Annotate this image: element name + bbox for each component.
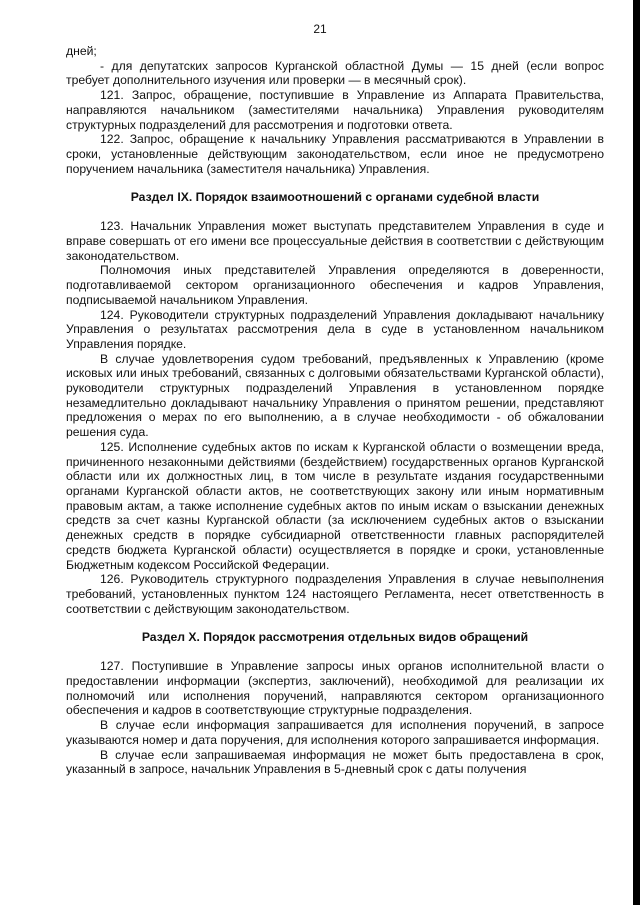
paragraph: 125. Исполнение судебных актов по искам к Курганской области о возмещении вреда, причиненного незаконными действиями (бездействием) государственных органов Курганской области или их должностных лиц, в том числе в результате издания государственными органами Курганской области актов, не соответствующих закону или иным нормативным правовым актам, а также исполнение судебных актов по иным искам о взыскании денежных средств за счет казны Курганской области (за исключением судебных актов о взыскании денежных средств в порядке субсидиарной ответственности главных распорядителей средств бюджета Курганской области) осуществляется в порядке и сроки, установленные Бюджетным кодексом Российской Федерации. xyxy=(66,439,604,572)
paragraph: 123. Начальник Управления может выступать представителем Управления в суде и вправе совершать от его имени все процессуальные действия в соответствии с действующим законодательством. xyxy=(66,219,604,263)
section-heading: Раздел IX. Порядок взаимоотношений с органами судебной власти xyxy=(130,190,540,205)
page-number: 21 xyxy=(313,22,327,36)
section-heading: Раздел X. Порядок рассмотрения отдельных видов обращений xyxy=(141,630,529,645)
paragraph: 124. Руководители структурных подразделений Управления докладывают начальнику Управления о результатах рассмотрения дела в суде в установленном начальником Управления порядке. xyxy=(66,307,604,351)
scan-edge-border xyxy=(633,0,640,905)
paragraph: 122. Запрос, обращение к начальнику Управления рассматриваются в Управлении в сроки, установленные действующим законодательством, если иное не предусмотрено поручением начальника (заместителя начальника) Управления. xyxy=(66,132,604,176)
paragraph: В случае если запрашиваемая информация не может быть предоставлена в срок, указанный в запросе, начальник Управления в 5-дневный срок с даты получения xyxy=(66,747,604,777)
paragraph: 127. Поступившие в Управление запросы иных органов исполнительной власти о предоставлении информации (экспертиз, заключений), необходимой для реализации их полномочий или исполнения поручений, направляются сектором организационного обеспечения и кадров в соответствующие структурные подразделения. xyxy=(66,659,604,718)
paragraph: Полномочия иных представителей Управления определяются в доверенности, подготавливаемой сектором организационного обеспечения и кадров Управления, подписываемой начальником Управления. xyxy=(66,263,604,307)
paragraph: 126. Руководитель структурного подразделения Управления в случае невыполнения требований, установленных пунктом 124 настоящего Регламента, несет ответственность в соответствии с действующим законодательством. xyxy=(66,572,604,616)
paragraph: дней; xyxy=(66,44,97,58)
paragraph: В случае удовлетворения судом требований, предъявленных к Управлению (кроме исковых или иных требований, связанных с долговыми обязательствами Курганской области), руководители структурных подразделений Управления в установленном порядке незамедлительно докладывают начальнику Управления о принятом решении, представляют предложения о мерах по его выполнению, а в случае необходимости - об обжаловании решения суда. xyxy=(66,351,604,440)
paragraph: В случае если информация запрашивается для исполнения поручений, в запросе указываются номер и дата поручения, для исполнения которого запрашивается информация. xyxy=(66,718,604,747)
paragraph: - для депутатских запросов Курганской областной Думы — 15 дней (если вопрос требует дополнительного изучения или проверки — в месячный срок). xyxy=(66,58,604,88)
document-body xyxy=(66,44,604,777)
paragraph: 121. Запрос, обращение, поступившие в Управление из Аппарата Правительства, направляются начальником (заместителями начальника) Управления руководителям структурных подразделений для рассмотрения и подготовки ответа. xyxy=(66,88,604,132)
